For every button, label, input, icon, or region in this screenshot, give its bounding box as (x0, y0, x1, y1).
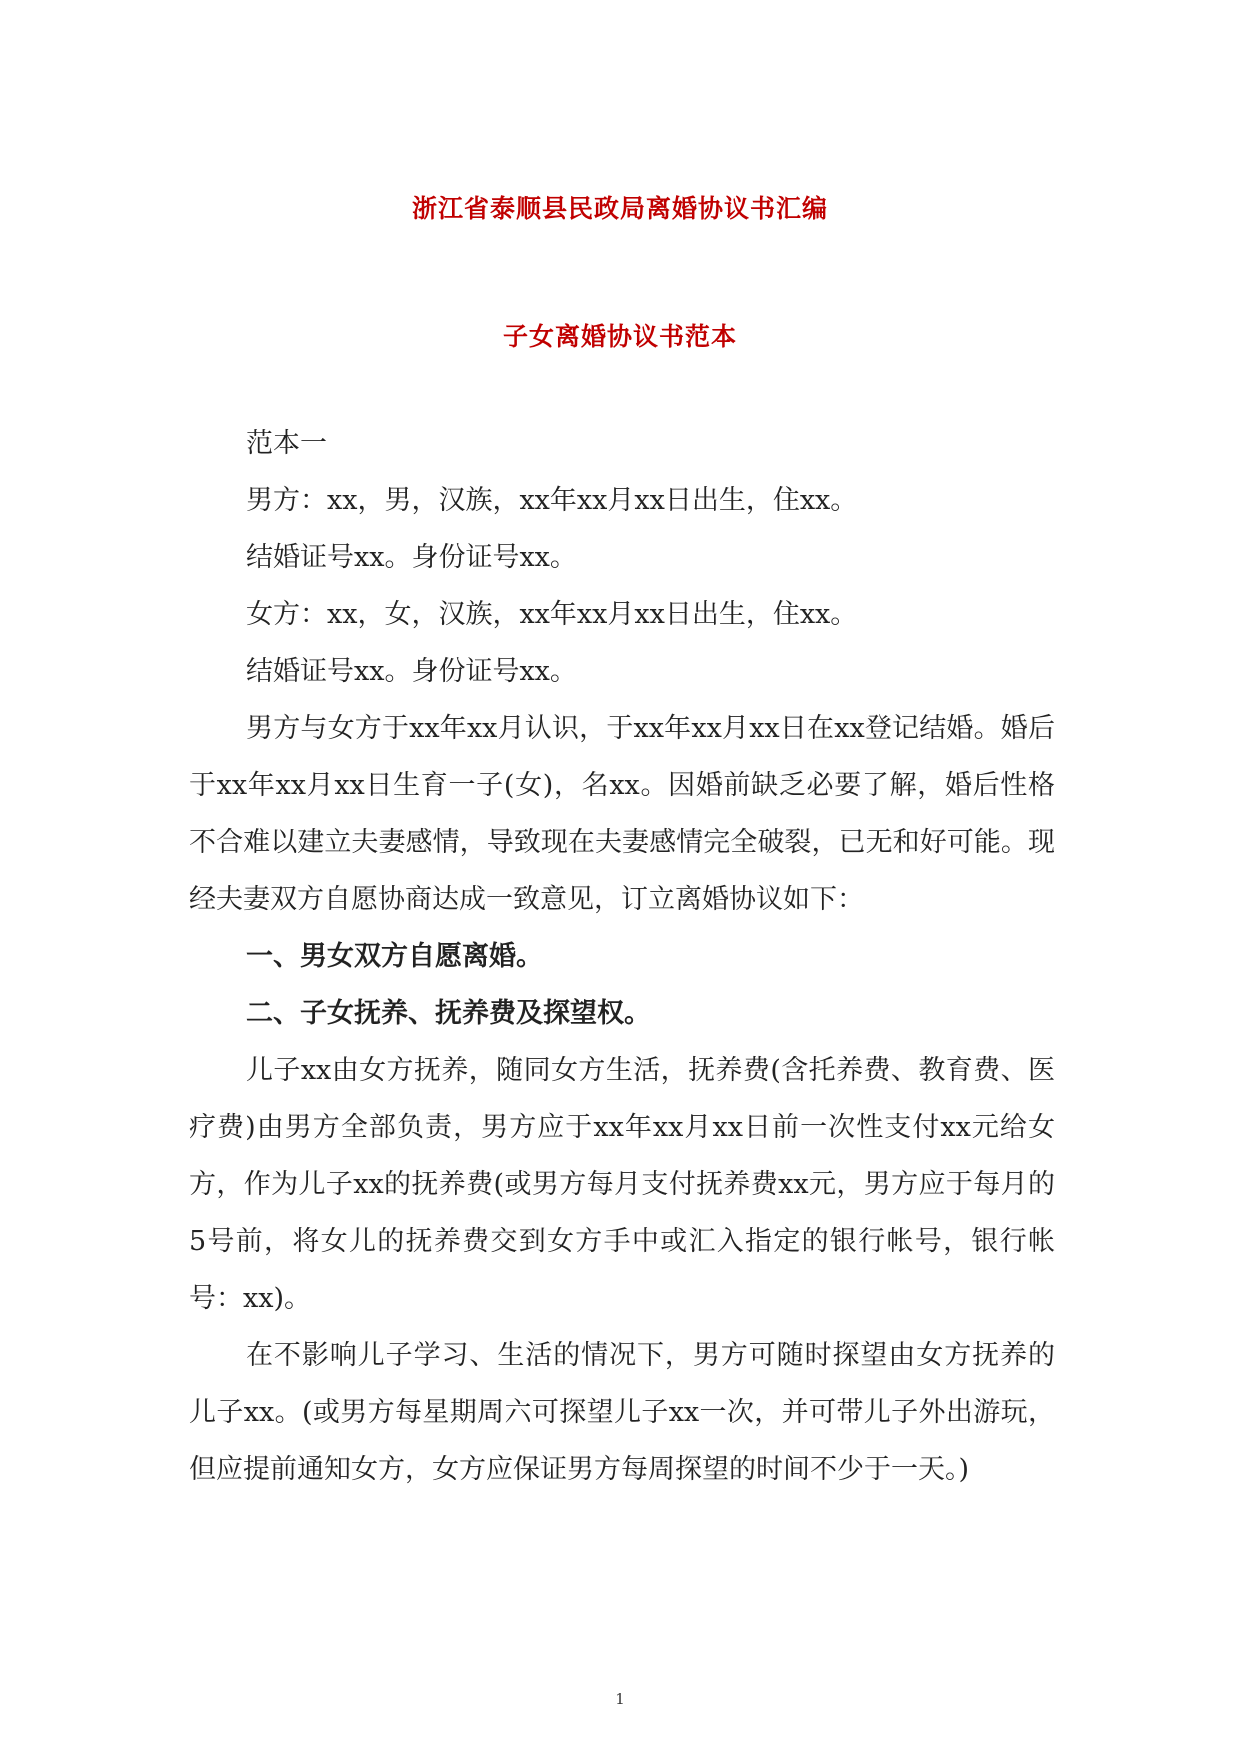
section-heading: 一、男女双方自愿离婚。 (246, 941, 543, 972)
body-paragraph: 在不影响儿子学习、生活的情况下，男方可随时探望由女方抚养的儿子xx。(或男方每星期周六可探望儿子xx一次，并可带儿子外出游玩，但应提前通知女方，女方应保证男方每周探望的时间不少于一天。) (189, 1340, 1055, 1485)
document-body (189, 415, 1055, 1498)
body-paragraph: 儿子xx由女方抚养，随同女方生活，抚养费(含托养费、教育费、医疗费)由男方全部负责，男方应于xx年xx月xx日前一次性支付xx元给女方，作为儿子xx的抚养费(或男方每月支付抚养费xx元，男方应于每月的5号前，将女儿的抚养费交到女方手中或汇入指定的银行帐号，银行帐号：xx)。 (189, 1055, 1055, 1314)
document-title: 浙江省泰顺县民政局离婚协议书汇编 (411, 194, 828, 223)
page-number: 1 (615, 1690, 625, 1708)
body-paragraph: 范本一 (246, 428, 327, 459)
section-heading: 二、子女抚养、抚养费及探望权。 (246, 998, 651, 1029)
body-paragraph: 男方：xx，男，汉族，xx年xx月xx日出生，住xx。 (246, 485, 858, 516)
body-paragraph: 男方与女方于xx年xx月认识，于xx年xx月xx日在xx登记结婚。婚后于xx年xx月xx日生育一子(女)，名xx。因婚前缺乏必要了解，婚后性格不合难以建立夫妻感情，导致现在夫妻感情完全破裂，已无和好可能。现经夫妻双方自愿协商达成一致意见，订立离婚协议如下： (189, 713, 1055, 915)
body-paragraph: 结婚证号xx。身份证号xx。 (246, 656, 577, 687)
body-paragraph: 结婚证号xx。身份证号xx。 (246, 542, 577, 573)
body-paragraph: 女方：xx，女，汉族，xx年xx月xx日出生，住xx。 (246, 599, 858, 630)
document-subtitle: 子女离婚协议书范本 (502, 322, 737, 351)
